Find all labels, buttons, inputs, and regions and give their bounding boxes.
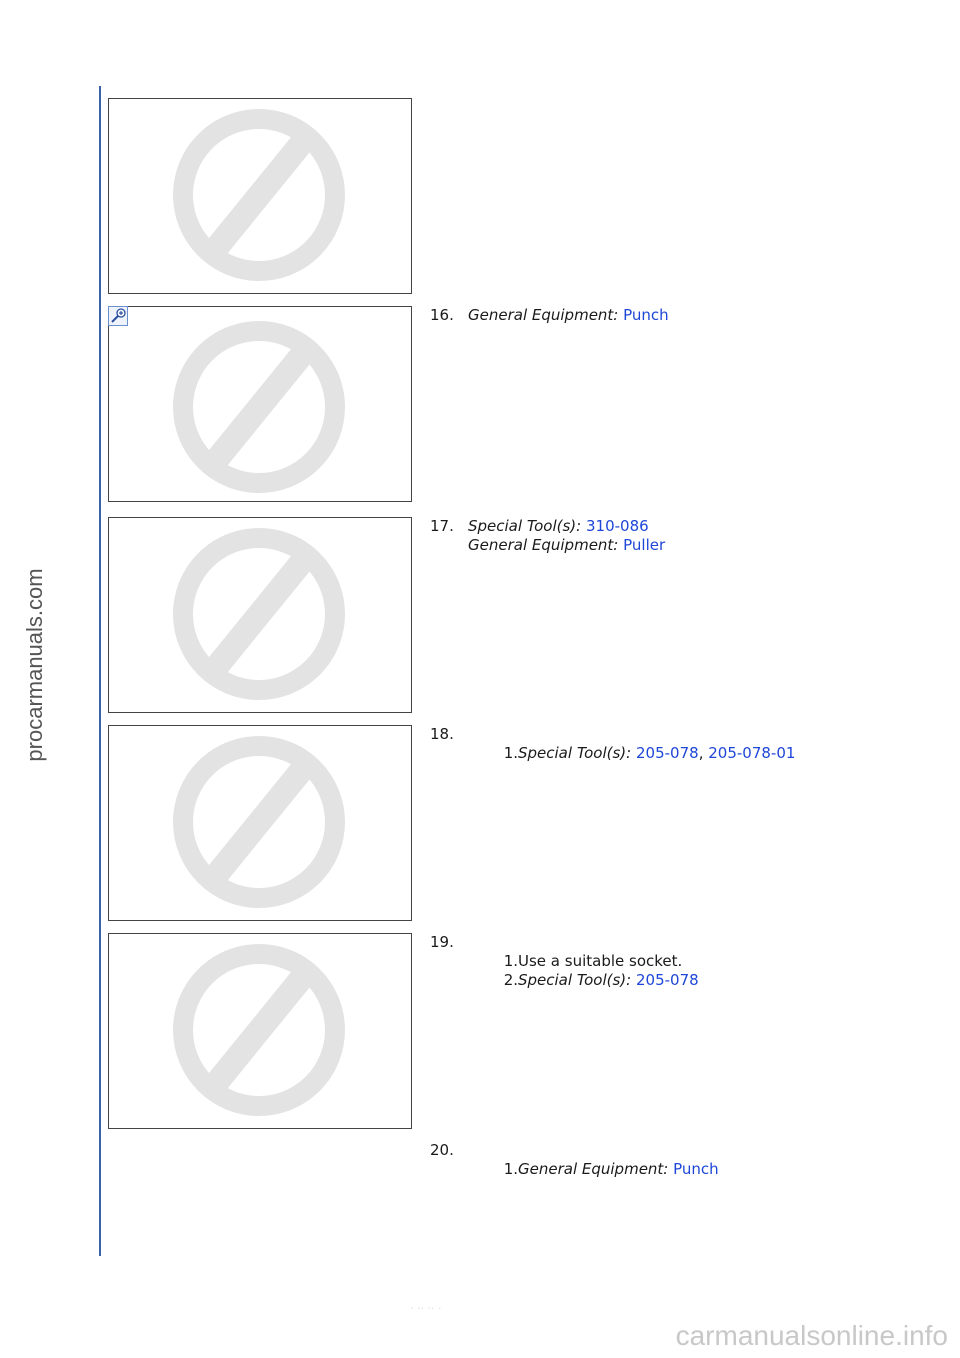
figure-5 <box>108 933 412 1129</box>
page-footer: · ·· ·· · <box>410 1302 442 1315</box>
special-tool-label: Special Tool(s): <box>518 971 632 989</box>
figure-1 <box>108 98 412 294</box>
figure-2 <box>108 306 412 502</box>
magnify-icon[interactable] <box>108 306 128 326</box>
side-watermark: procarmanuals.com <box>22 568 47 762</box>
no-image-placeholder-icon <box>109 726 413 922</box>
special-tool-label: Special Tool(s): <box>468 517 582 535</box>
no-image-placeholder-icon <box>109 518 413 714</box>
no-image-placeholder-icon <box>109 307 413 503</box>
special-tool-line <box>468 517 649 536</box>
substep-number: 1. <box>503 952 518 970</box>
punch-link[interactable]: Punch <box>673 1160 719 1178</box>
step-number: 16. <box>430 306 454 324</box>
punch-link[interactable]: Punch <box>623 306 669 324</box>
equipment-label: General Equipment: <box>468 306 619 324</box>
figure-3 <box>108 517 412 713</box>
no-image-placeholder-icon <box>109 934 413 1130</box>
tool-205-078-link[interactable]: 205-078 <box>636 971 699 989</box>
substep-number: 1. <box>503 744 518 762</box>
step-number: 17. <box>430 517 454 535</box>
special-tool-label: Special Tool(s): <box>518 744 632 762</box>
substep-number: 1. <box>503 1160 518 1178</box>
equipment-line <box>468 536 665 555</box>
tool-205-078-01-link[interactable]: 205-078-01 <box>708 744 796 762</box>
step-number: 20. <box>430 1141 454 1159</box>
bottom-watermark: carmanualsonline.info <box>675 1320 948 1351</box>
puller-link[interactable]: Puller <box>623 536 666 554</box>
equipment-label: General Equipment: <box>518 1160 669 1178</box>
figure-4 <box>108 725 412 921</box>
step-number: 19. <box>430 933 454 951</box>
substep-text: Use a suitable socket. <box>518 952 683 970</box>
step-number: 18. <box>430 725 454 743</box>
equipment-label: General Equipment: <box>468 536 619 554</box>
equipment-line <box>468 306 669 325</box>
tool-205-078-link[interactable]: 205-078 <box>636 744 699 762</box>
tool-310-086-link[interactable]: 310-086 <box>586 517 649 535</box>
separator: , <box>698 744 704 762</box>
no-image-placeholder-icon <box>109 99 413 295</box>
substep-number: 2. <box>503 971 518 989</box>
margin-rule <box>99 86 101 1256</box>
